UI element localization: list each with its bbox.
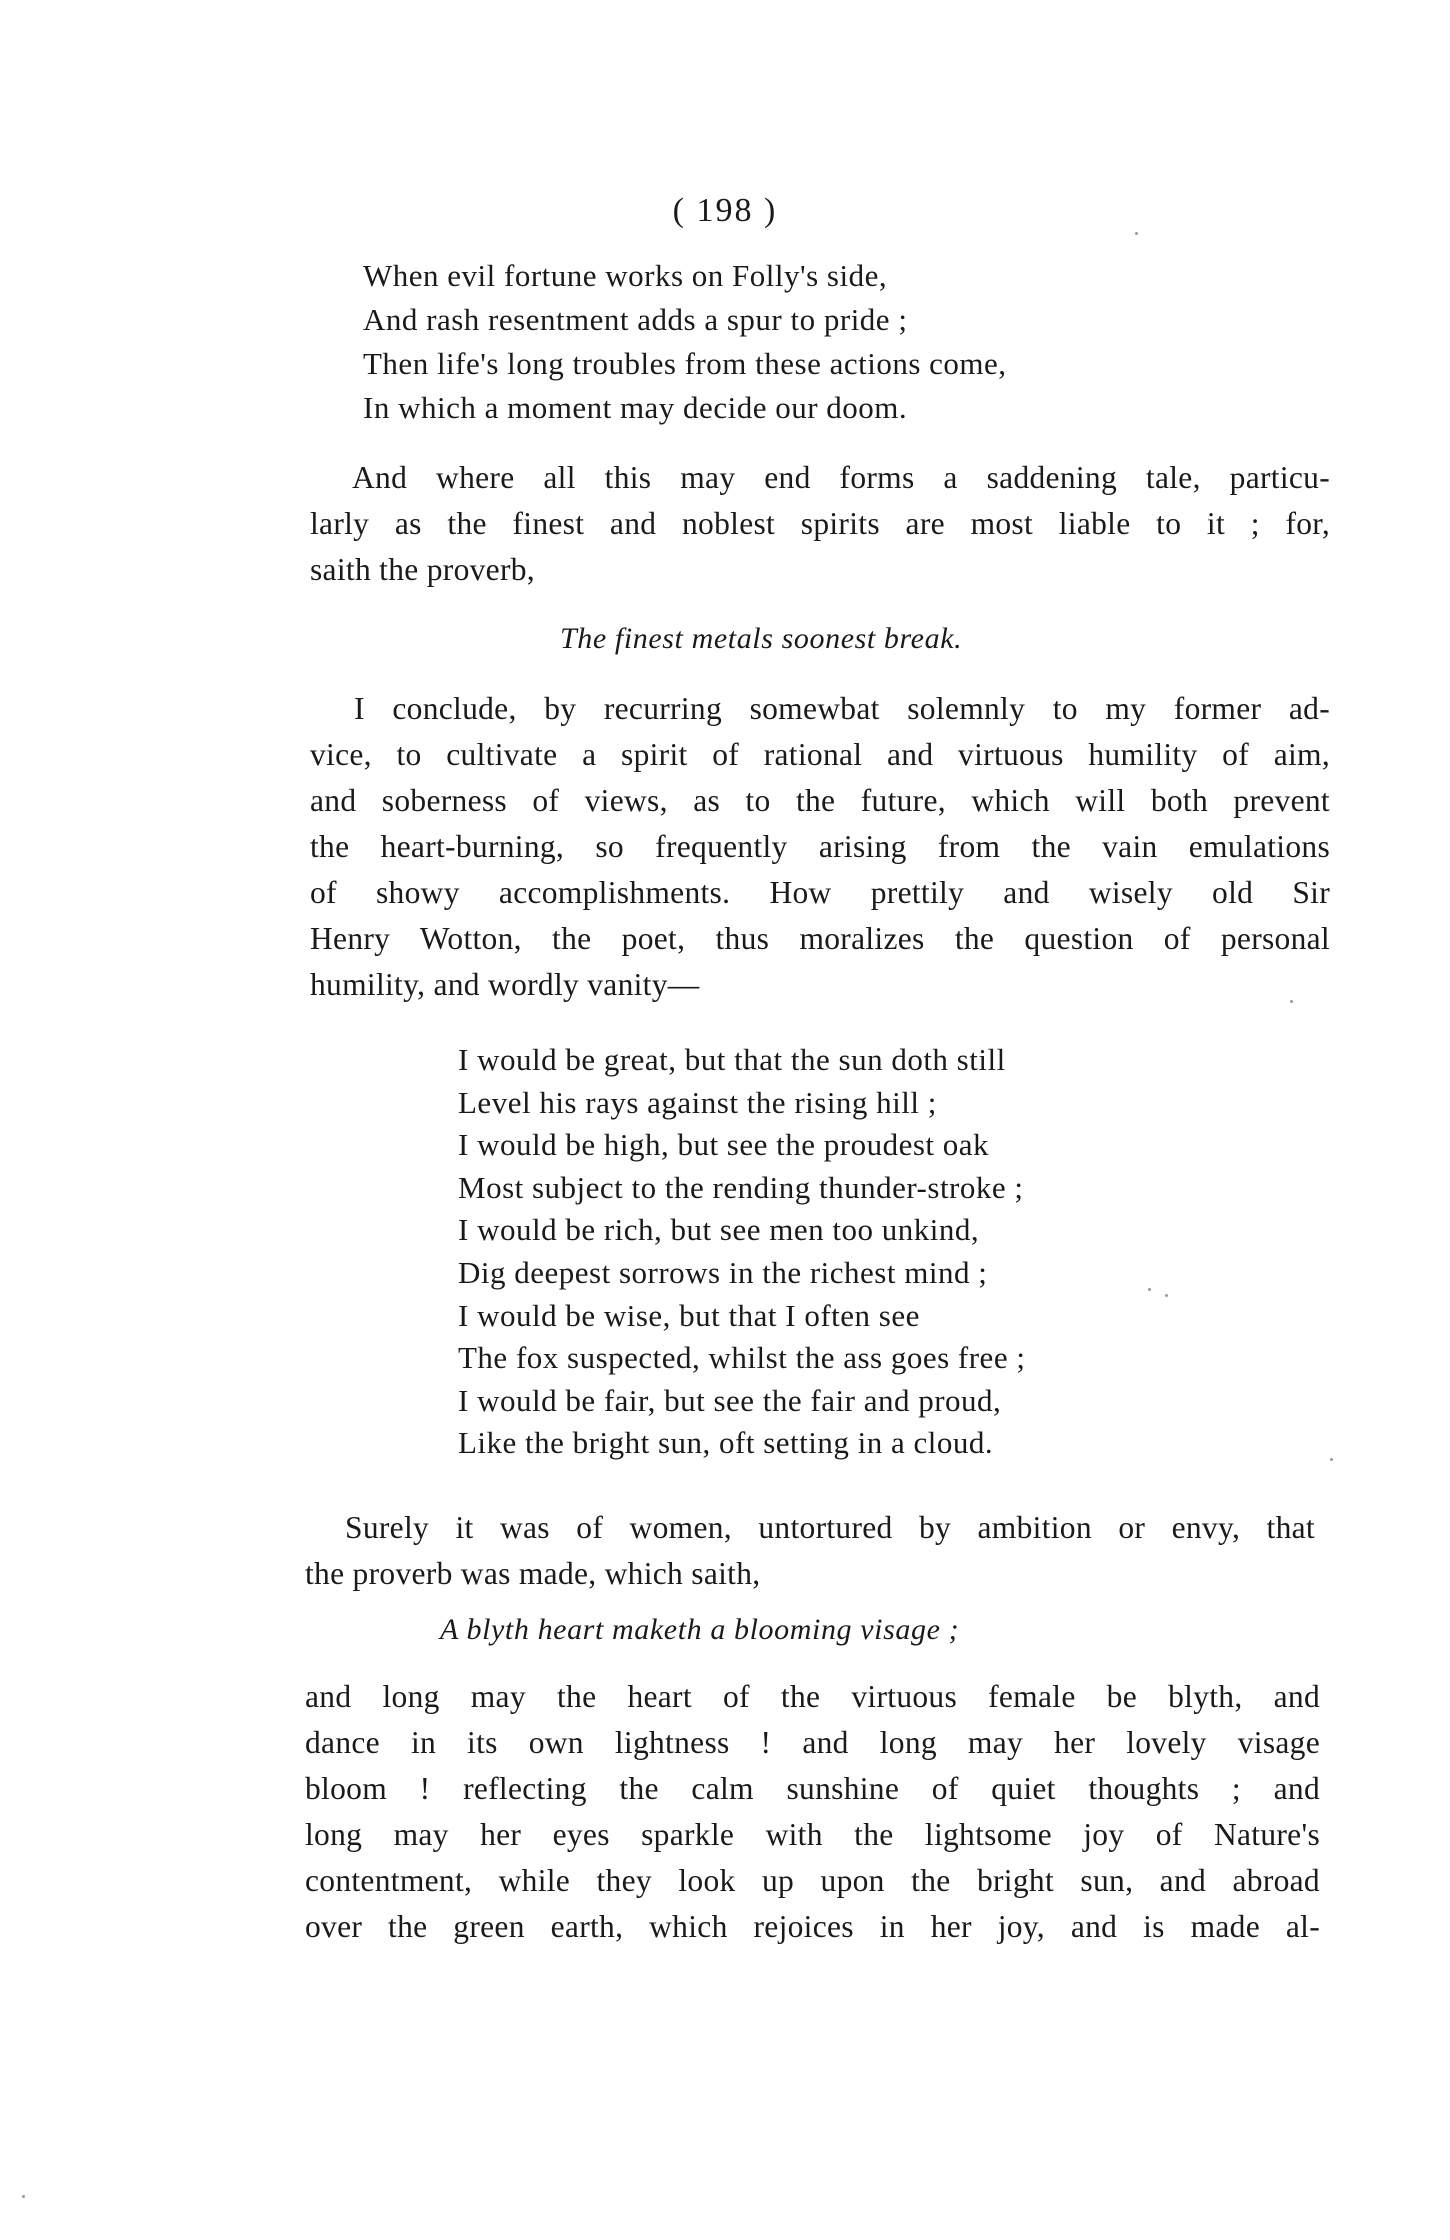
paragraph-line: contentment, while they look up upon the bright sun, and abroad [305, 1863, 1320, 1898]
verse-line: Then life's long troubles from these actions come, [363, 346, 1007, 381]
paragraph-line: the heart-burning, so frequently arising from the vain emulations [310, 829, 1330, 864]
verse-line: I would be wise, but that I often see [458, 1297, 920, 1333]
verse-line: When evil fortune works on Folly's side, [363, 258, 888, 293]
paragraph-surely-women [305, 1505, 1315, 1597]
verse-line: Most subject to the rending thunder-stroke ; [458, 1169, 1024, 1205]
verse-line: I would be fair, but see the fair and proud, [458, 1382, 1002, 1418]
paragraph-line: of showy accomplishments. How prettily and wisely old Sir [310, 875, 1330, 910]
paper-speck [1148, 1288, 1151, 1291]
verse-line: Dig deepest sorrows in the richest mind ; [458, 1254, 988, 1290]
paper-speck [1330, 1458, 1333, 1461]
verse-line: And rash resentment adds a spur to pride ; [363, 302, 908, 337]
proverb-finest-metals: The finest metals soonest break. [560, 622, 963, 655]
paragraph-line: and long may the heart of the virtuous female be blyth, and [305, 1679, 1320, 1714]
paragraph-saddening-tale [310, 455, 1330, 593]
paragraph-line: over the green earth, which rejoices in her joy, and is made al- [305, 1909, 1320, 1944]
paragraph-line: I conclude, by recurring somewbat solemnly to my former ad- [354, 691, 1330, 726]
paragraph-line: long may her eyes sparkle with the lightsome joy of Nature's [305, 1817, 1320, 1852]
paragraph-line: bloom ! reflecting the calm sunshine of quiet thoughts ; and [305, 1771, 1320, 1806]
verse-line: Like the bright sun, oft setting in a cloud. [458, 1425, 994, 1461]
paragraph-line: vice, to cultivate a spirit of rational and virtuous humility of aim, [310, 737, 1330, 772]
paragraph-line: Henry Wotton, the poet, thus moralizes the question of personal [310, 921, 1330, 956]
paragraph-line: And where all this may end forms a saddening tale, particu- [352, 460, 1330, 495]
paragraph-line: larly as the finest and noblest spirits are most liable to it ; for, [310, 506, 1330, 541]
verse-stanza-fortune [363, 254, 1007, 430]
paragraph-line: saith the proverb, [310, 552, 535, 587]
verse-line: Level his rays against the rising hill ; [458, 1084, 937, 1120]
paragraph-line: humility, and wordly vanity— [310, 967, 700, 1002]
verse-line: I would be great, but that the sun doth still [458, 1042, 1006, 1077]
paragraph-conclusion [310, 686, 1330, 1008]
proverb-blyth-heart: A blyth heart maketh a blooming visage ; [440, 1613, 960, 1646]
verse-line: In which a moment may decide our doom. [363, 390, 908, 425]
verse-line: The fox suspected, whilst the ass goes free ; [458, 1340, 1026, 1376]
paper-speck [1165, 1294, 1168, 1297]
paper-speck [1290, 1000, 1293, 1003]
paragraph-line: the proverb was made, which saith, [305, 1556, 761, 1591]
verse-stanza-wotton [458, 1039, 1025, 1465]
paper-speck [22, 2195, 25, 2198]
verse-line: I would be high, but see the proudest oak [458, 1127, 990, 1163]
paragraph-line: dance in its own lightness ! and long may her lovely visage [305, 1725, 1320, 1760]
paragraph-line: and soberness of views, as to the future, which will both prevent [310, 783, 1330, 818]
verse-line: I would be rich, but see men too unkind, [458, 1212, 980, 1248]
paper-speck [1135, 232, 1138, 235]
paragraph-line: Surely it was of women, untortured by ambition or envy, that [345, 1510, 1315, 1545]
page-number: ( 198 ) [672, 192, 778, 229]
paragraph-blyth-heart [305, 1674, 1320, 1950]
